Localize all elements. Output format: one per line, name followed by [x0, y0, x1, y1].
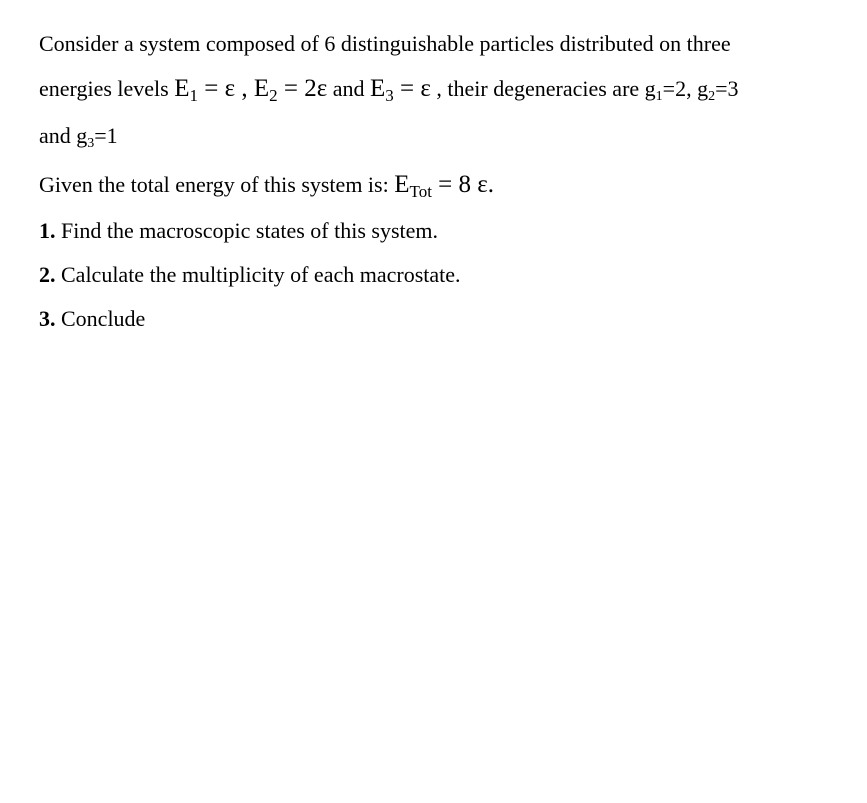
intro-line: [39, 31, 731, 57]
question-number: 3.: [39, 306, 56, 331]
e3-symbol: $E_3 = \varepsilon$: [370, 75, 431, 105]
question-text: Calculate the multiplicity of each macrostate.: [55, 262, 461, 287]
question-text: Conclude: [55, 306, 146, 331]
energy-levels-prefix: energies levels: [39, 76, 175, 101]
question-number: 2.: [39, 262, 56, 287]
and-word: and: [327, 76, 371, 101]
question-item-1: [39, 218, 438, 244]
total-energy-formula: $E_{Tot} = 8$ ε.: [394, 171, 495, 201]
intro-text: Consider a system composed of 6 distinguishable particles distributed on three: [39, 31, 731, 56]
question-text: Find the macroscopic states of this system.: [55, 218, 438, 243]
e1-symbol: $E_1 = \varepsilon$ ,: [174, 75, 254, 105]
total-energy-line: [39, 172, 494, 200]
e2-symbol: $E_2 = 2\varepsilon$: [253, 75, 328, 105]
g3-line: and g3=1: [39, 123, 118, 151]
total-energy-prefix: Given the total energy of this system is:: [39, 172, 395, 197]
question-number: 1.: [39, 218, 56, 243]
energy-levels-line: [39, 76, 739, 106]
question-item-2: [39, 262, 461, 288]
question-item-3: [39, 306, 145, 332]
degeneracies-text: , their degeneracies are g1=2, g2=3: [430, 76, 739, 104]
